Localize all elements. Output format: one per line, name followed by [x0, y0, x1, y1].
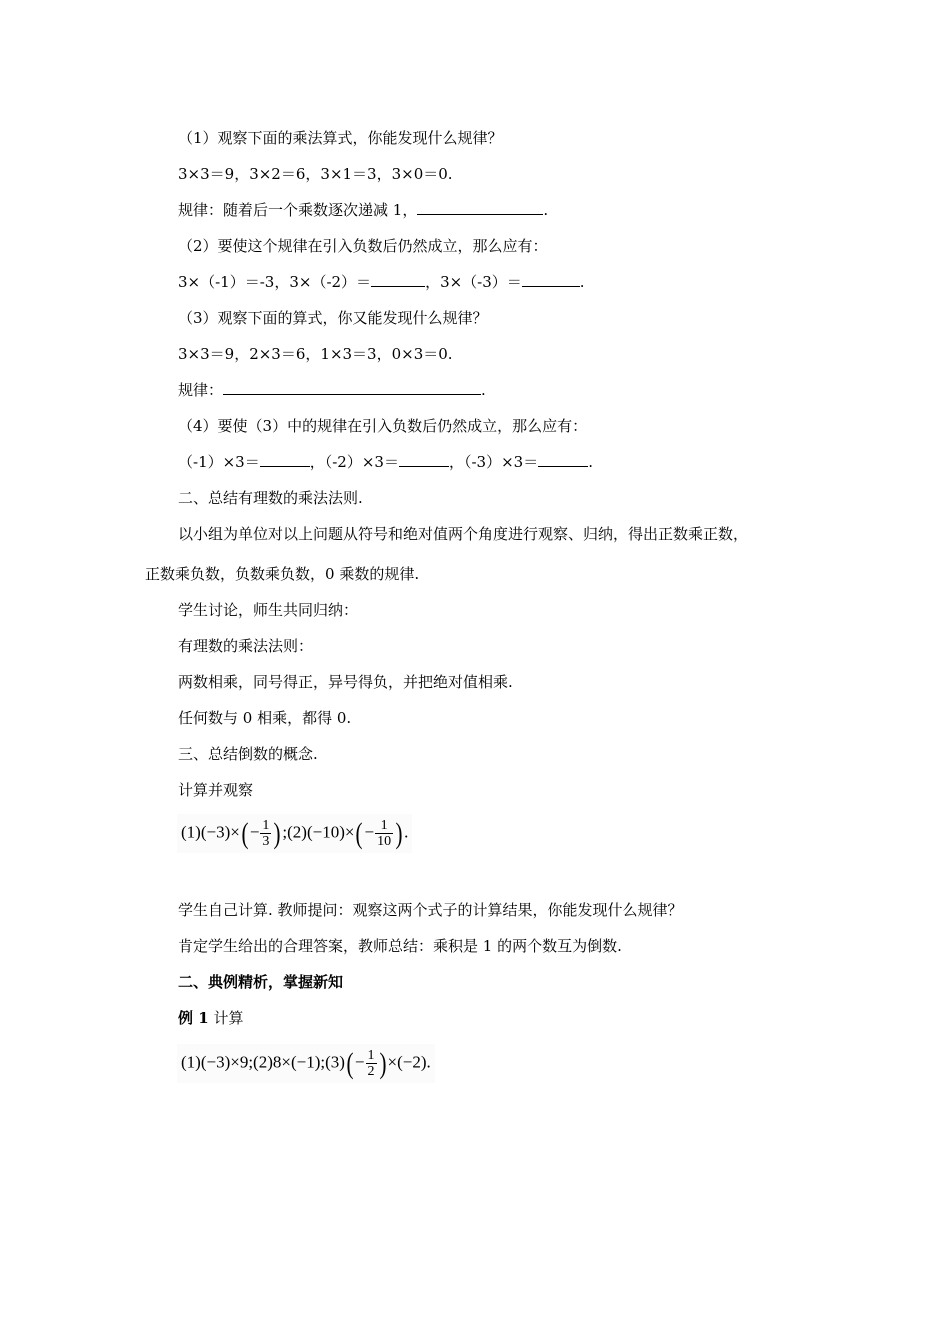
- rule-statement-1: 两数相乘，同号得正，异号得负，并把绝对值相乘.: [178, 673, 513, 691]
- rule-line-2: [178, 380, 486, 400]
- instruction-compute: 计算并观察: [178, 781, 254, 799]
- paragraph-group-activity: 以小组为单位对以上问题从符号和绝对值两个角度进行观察、归纳，得出正数乘正数，: [178, 525, 749, 543]
- fraction-one-third: [260, 818, 271, 849]
- numerator: 1: [367, 1048, 375, 1063]
- section-heading-reciprocal: 三、总结倒数的概念.: [178, 745, 318, 763]
- minus-sign: −: [249, 822, 260, 842]
- equation-row-3: 3×3＝9，2×3＝6，1×3＝3，0×3＝0.: [178, 345, 453, 363]
- question-2: （2）要使这个规律在引入负数后仍然成立，那么应有：: [178, 237, 548, 255]
- paragraph-student-compute: 学生自己计算. 教师提问：观察这两个式子的计算结果，你能发现什么规律？: [178, 901, 683, 919]
- paragraph-teacher-summary: 肯定学生给出的合理答案，教师总结：乘积是 1 的两个数互为倒数.: [178, 937, 622, 955]
- paren-close: ): [273, 816, 281, 850]
- fraction-one-tenth: [375, 818, 393, 849]
- rule-title: 有理数的乘法法则：: [178, 637, 314, 655]
- paren-open: (: [241, 816, 249, 850]
- rule-statement-2: 任何数与 0 相乘，都得 0.: [178, 709, 352, 727]
- denominator: 2: [367, 1064, 375, 1079]
- math-text: (1)(−3)×: [181, 822, 240, 842]
- minus-sign: −: [354, 1052, 365, 1072]
- paren-close: ): [395, 816, 403, 850]
- rule-label: 规律：: [178, 381, 224, 399]
- numerator: 1: [375, 818, 393, 834]
- question-1: （1）观察下面的乘法算式，你能发现什么规律？: [178, 129, 503, 147]
- math-text: ;(2)(−10)×: [282, 822, 355, 842]
- math-text: ×(−2).: [387, 1052, 431, 1072]
- period: .: [588, 453, 593, 471]
- denominator: 3: [262, 834, 270, 849]
- paren-open: (: [355, 816, 363, 850]
- numerator: 1: [262, 818, 270, 833]
- math-expression-1: [177, 814, 412, 853]
- question-4: （4）要使（3）中的规律在引入负数后仍然成立，那么应有：: [178, 417, 588, 435]
- example-number: 例 1: [178, 1009, 209, 1027]
- answer-blank: [399, 452, 449, 467]
- equation-part: 3×（-1）＝-3，3×（-2）＝: [178, 273, 372, 291]
- period: .: [579, 273, 585, 291]
- equation-row-2: [178, 272, 585, 292]
- equation-row-4: [178, 452, 593, 472]
- answer-blank: [538, 452, 588, 467]
- equation-row-1: 3×3＝9，3×2＝6，3×1＝3，3×0＝0.: [178, 165, 453, 183]
- period: .: [404, 822, 409, 842]
- rule-label: 规律：随着后一个乘数逐次递减 1，: [178, 201, 418, 219]
- example-1-label: [178, 1008, 243, 1028]
- example-instruction: 计算: [208, 1009, 244, 1027]
- denominator: 10: [377, 834, 392, 849]
- math-text: (1)(−3)×9;(2)8×(−1);(3): [181, 1052, 345, 1072]
- fraction-one-half: [366, 1048, 377, 1079]
- answer-blank: [371, 272, 425, 287]
- answer-blank: [260, 452, 310, 467]
- answer-blank: [522, 272, 580, 287]
- section-heading-examples: 二、典例精析，掌握新知: [178, 973, 344, 991]
- question-3: （3）观察下面的算式，你又能发现什么规律？: [178, 309, 488, 327]
- period: .: [481, 381, 486, 399]
- equation-part: ，（-3）×3＝: [448, 453, 539, 471]
- answer-blank: [417, 200, 543, 215]
- equation-part: （-1）×3＝: [178, 453, 260, 471]
- rule-line-1: [178, 200, 548, 220]
- paren-open: (: [346, 1046, 354, 1080]
- math-expression-2: [177, 1044, 435, 1083]
- paragraph-group-activity-cont: 正数乘负数，负数乘负数，0 乘数的规律.: [145, 565, 420, 583]
- paragraph-discussion: 学生讨论，师生共同归纳：: [178, 601, 359, 619]
- equation-part: ，（-2）×3＝: [309, 453, 399, 471]
- answer-blank: [223, 380, 481, 395]
- period: .: [543, 201, 549, 219]
- minus-sign: −: [364, 822, 375, 842]
- equation-part: ，3×（-3）＝: [425, 273, 522, 291]
- section-heading-multiplication-rule: 二、总结有理数的乘法法则.: [178, 489, 363, 507]
- paren-close: ): [379, 1046, 387, 1080]
